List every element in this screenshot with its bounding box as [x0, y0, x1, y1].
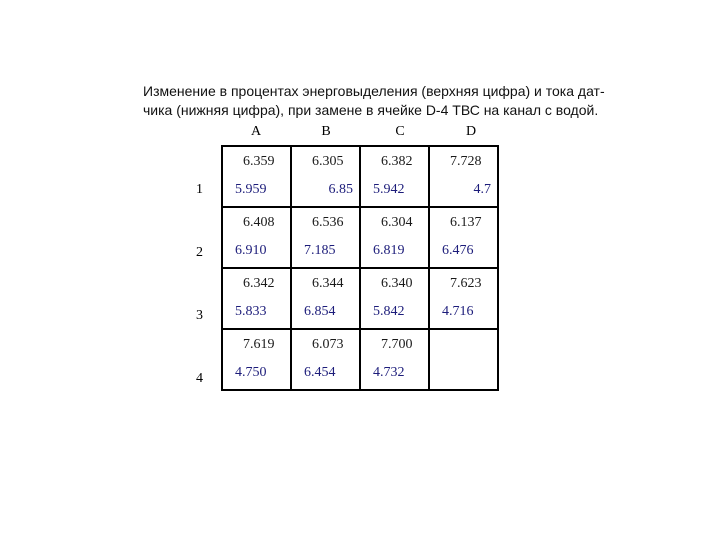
- grid-cell: [222, 268, 291, 329]
- lower-value: 6.454: [304, 365, 336, 380]
- row-header-2: 2: [196, 245, 203, 260]
- upper-value: 6.536: [312, 215, 344, 230]
- column-header-d: D: [465, 124, 477, 139]
- grid-cell: [360, 146, 429, 207]
- grid-cell: [291, 268, 360, 329]
- upper-value: 6.382: [381, 154, 413, 169]
- grid-cell: [291, 146, 360, 207]
- column-header-b: B: [321, 124, 331, 139]
- upper-value: 6.344: [312, 276, 344, 291]
- grid-cell: [360, 268, 429, 329]
- upper-value: 6.304: [381, 215, 413, 230]
- lower-value: 6.819: [373, 243, 405, 258]
- upper-value: 6.342: [243, 276, 275, 291]
- upper-value: 7.623: [450, 276, 482, 291]
- grid-row-2: [222, 207, 498, 268]
- grid-row-4: [222, 329, 498, 390]
- grid-row-3: [222, 268, 498, 329]
- row-header-4: 4: [196, 371, 203, 386]
- grid-cell: [222, 207, 291, 268]
- lower-value: 5.833: [235, 304, 267, 319]
- lower-value: 5.842: [373, 304, 405, 319]
- grid-row-1: [222, 146, 498, 207]
- grid-cell: [291, 329, 360, 390]
- grid-cell-empty: [429, 329, 498, 390]
- upper-value: 7.619: [243, 337, 275, 352]
- lower-value: 4.732: [373, 365, 405, 380]
- upper-value: 6.359: [243, 154, 275, 169]
- lower-value: 6.476: [442, 243, 474, 258]
- upper-value: 6.073: [312, 337, 344, 352]
- grid-cell: [360, 329, 429, 390]
- grid-cell: [291, 207, 360, 268]
- lower-value: 4.716: [442, 304, 474, 319]
- upper-value: 7.728: [450, 154, 482, 169]
- row-header-3: 3: [196, 308, 203, 323]
- row-header-1: 1: [196, 182, 203, 197]
- grid-cell: [222, 146, 291, 207]
- upper-value: 6.305: [312, 154, 344, 169]
- lower-value: 5.959: [235, 182, 267, 197]
- column-header-c: C: [395, 124, 405, 139]
- upper-value: 6.137: [450, 215, 482, 230]
- upper-value: [430, 330, 497, 359]
- caption-line-2: чика (нижняя цифра), при замене в ячейке D-4 ТВС на канал с водой.: [143, 102, 599, 118]
- grid-cell: [429, 207, 498, 268]
- grid-cell: [360, 207, 429, 268]
- upper-value: 6.408: [243, 215, 275, 230]
- lower-value: 6.85: [328, 182, 353, 197]
- lower-value: [430, 359, 497, 365]
- lower-value: 4.750: [235, 365, 267, 380]
- table-caption: [143, 82, 623, 120]
- grid-cell: [222, 329, 291, 390]
- lower-value: 7.185: [304, 243, 336, 258]
- column-header-a: A: [250, 124, 262, 139]
- lower-value: 6.910: [235, 243, 267, 258]
- data-grid: [221, 145, 499, 391]
- grid-cell: [429, 146, 498, 207]
- grid-cell: [429, 268, 498, 329]
- lower-value: 5.942: [373, 182, 405, 197]
- lower-value: 6.854: [304, 304, 336, 319]
- caption-line-1: Изменение в процентах энерговыделения (верхняя цифра) и тока дат-: [143, 83, 605, 99]
- upper-value: 7.700: [381, 337, 413, 352]
- lower-value: 4.7: [473, 182, 491, 197]
- upper-value: 6.340: [381, 276, 413, 291]
